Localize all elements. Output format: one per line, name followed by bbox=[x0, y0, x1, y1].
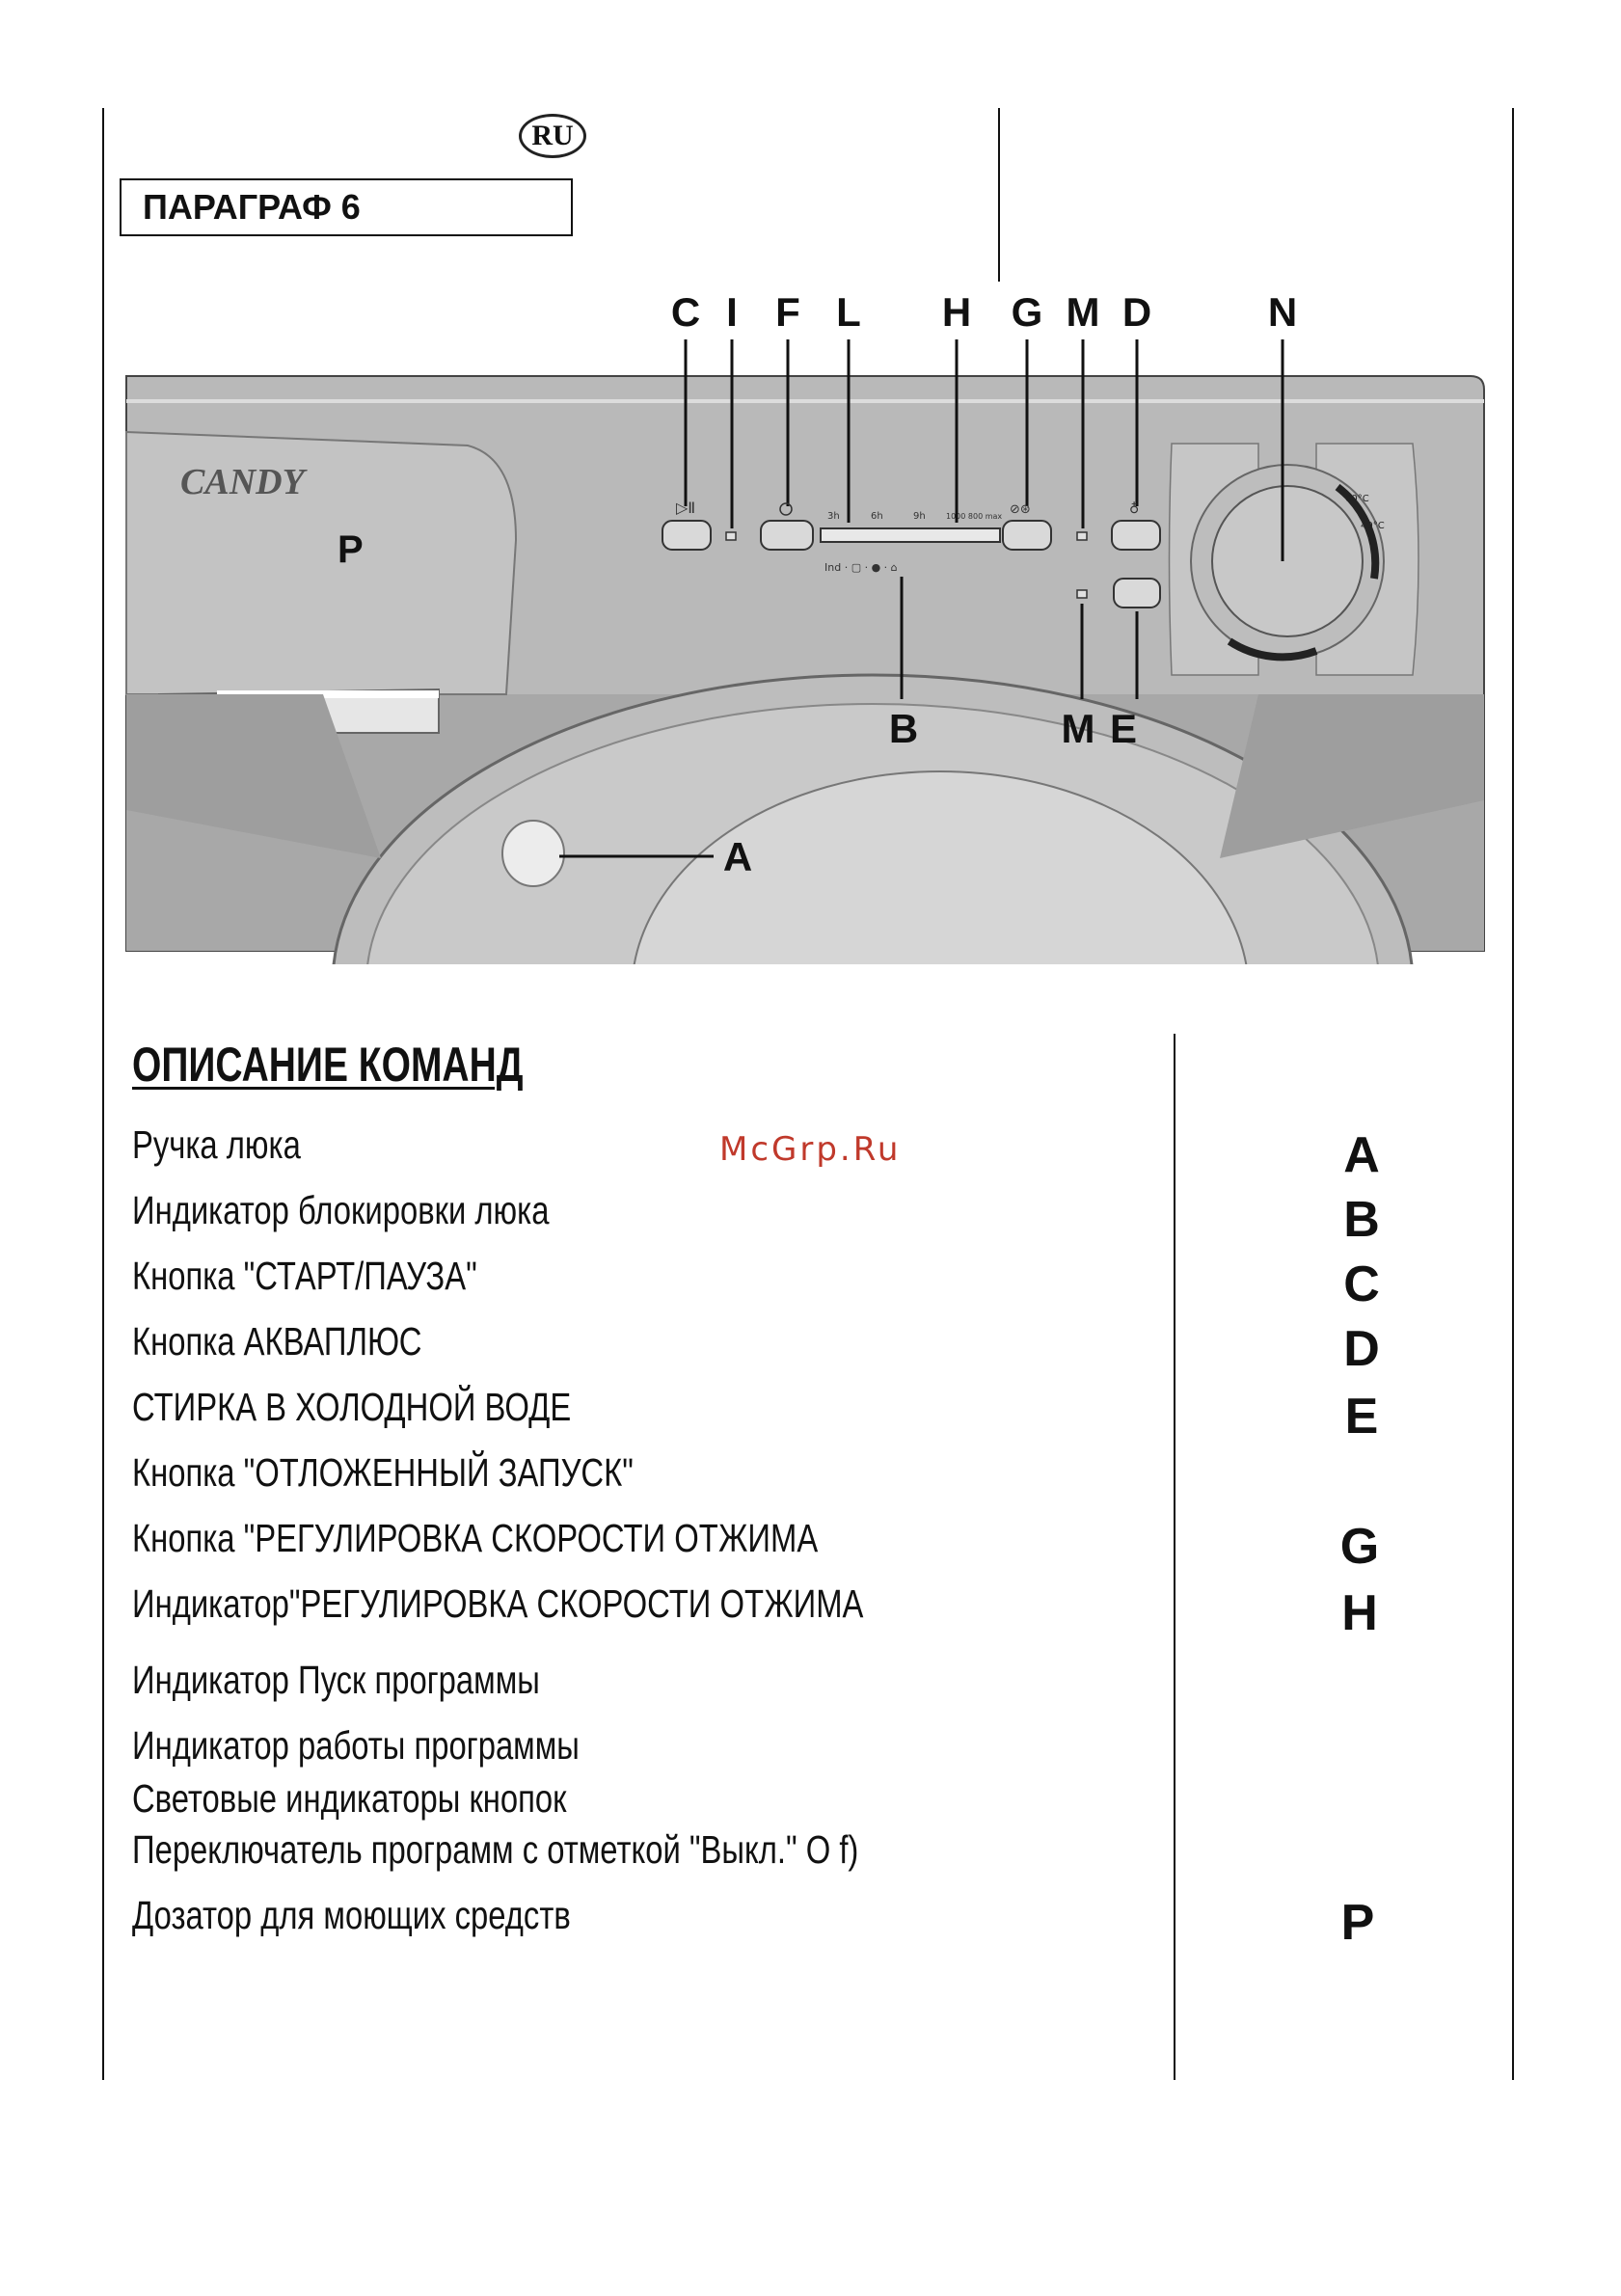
desc-item-delay-start: Кнопка "ОТЛОЖЕННЫЙ ЗАПУСК" bbox=[132, 1450, 634, 1495]
svg-text:Ind · ▢ · ● · ⌂: Ind · ▢ · ● · ⌂ bbox=[824, 561, 898, 574]
aquaplus-button bbox=[1112, 521, 1160, 550]
letter-e: E bbox=[1344, 1389, 1379, 1445]
delay-hour-1: 3h bbox=[827, 511, 840, 522]
dispenser-label: P bbox=[338, 528, 364, 571]
callout-m-bottom: M bbox=[1061, 706, 1095, 751]
delay-hour-2: 6h bbox=[871, 511, 883, 522]
spin-legend: 1000 800 max bbox=[946, 512, 1003, 521]
desc-item-button-lights: Световые индикаторы кнопок bbox=[132, 1776, 567, 1821]
callout-f: F bbox=[775, 289, 800, 335]
dial-temp-1: 60°C bbox=[1345, 494, 1369, 504]
start-pause-button bbox=[662, 521, 711, 550]
letter-c: C bbox=[1343, 1256, 1380, 1312]
callout-a: A bbox=[722, 834, 753, 879]
delay-start-button bbox=[761, 521, 813, 550]
callout-b: B bbox=[888, 706, 919, 751]
desc-item-spin-button: Кнопка "РЕГУЛИРОВКА СКОРОСТИ ОТЖИМА bbox=[132, 1516, 819, 1560]
callout-m-top: M bbox=[1066, 289, 1100, 335]
cold-wash-button bbox=[1114, 579, 1160, 608]
delay-hour-3: 9h bbox=[913, 511, 926, 522]
callout-d: D bbox=[1121, 289, 1152, 335]
desc-item-aquaplus: Кнопка АКВАПЛЮС bbox=[132, 1319, 422, 1364]
letter-p: P bbox=[1340, 1895, 1375, 1951]
brand-logo: CANDY bbox=[180, 462, 305, 502]
callout-i: I bbox=[726, 289, 738, 335]
callout-h: H bbox=[941, 289, 972, 335]
header-divider-line bbox=[998, 108, 1000, 282]
desc-item-cold-wash: СТИРКА В ХОЛОДНОЙ ВОДЕ bbox=[132, 1385, 572, 1429]
control-panel-figure bbox=[121, 289, 1490, 964]
section-heading: ОПИСАНИЕ КОМАНД bbox=[132, 1038, 524, 1092]
watermark: McGrp.Ru bbox=[719, 1130, 902, 1169]
right-margin-line bbox=[1512, 108, 1514, 2080]
desc-item-program-running: Индикатор работы программы bbox=[132, 1723, 580, 1768]
callout-n: N bbox=[1267, 289, 1298, 335]
desc-item-program-selector: Переключатель программ с отметкой "Выкл." O f) bbox=[132, 1827, 859, 1872]
left-margin-line bbox=[102, 108, 104, 2080]
svg-text:▷Ⅱ: ▷Ⅱ bbox=[676, 499, 696, 517]
desc-item-dispenser: Дозатор для моющих средств bbox=[132, 1893, 571, 1937]
desc-item-spin-indicator: Индикатор"РЕГУЛИРОВКА СКОРОСТИ ОТЖИМА bbox=[132, 1581, 864, 1626]
desc-item-program-start: Индикатор Пуск программы bbox=[132, 1658, 540, 1702]
letter-a: A bbox=[1343, 1127, 1380, 1183]
letter-h: H bbox=[1341, 1585, 1378, 1641]
language-badge: RU bbox=[519, 114, 586, 158]
desc-item-start-pause: Кнопка "СТАРТ/ПАУЗА" bbox=[132, 1254, 477, 1298]
callout-e: E bbox=[1109, 706, 1138, 751]
paragraph-title: ПАРАГРАФ 6 bbox=[120, 178, 573, 236]
letter-d: D bbox=[1343, 1321, 1380, 1377]
letter-g: G bbox=[1339, 1519, 1380, 1575]
spin-indicator-bar bbox=[821, 528, 1000, 542]
callout-c: C bbox=[670, 289, 701, 335]
callout-l: L bbox=[836, 289, 861, 335]
dial-temp-2: 40°C bbox=[1361, 521, 1385, 531]
column-divider-line bbox=[1174, 1034, 1175, 2080]
spin-speed-button bbox=[1003, 521, 1051, 550]
svg-text:♁: ♁ bbox=[1129, 501, 1140, 517]
letter-b: B bbox=[1343, 1192, 1380, 1248]
callout-g: G bbox=[1011, 289, 1043, 335]
desc-item-door-lock: Индикатор блокировки люка bbox=[132, 1188, 550, 1232]
desc-item-handle: Ручка люка bbox=[132, 1122, 301, 1167]
svg-text:⊘⊛: ⊘⊛ bbox=[1010, 502, 1031, 517]
